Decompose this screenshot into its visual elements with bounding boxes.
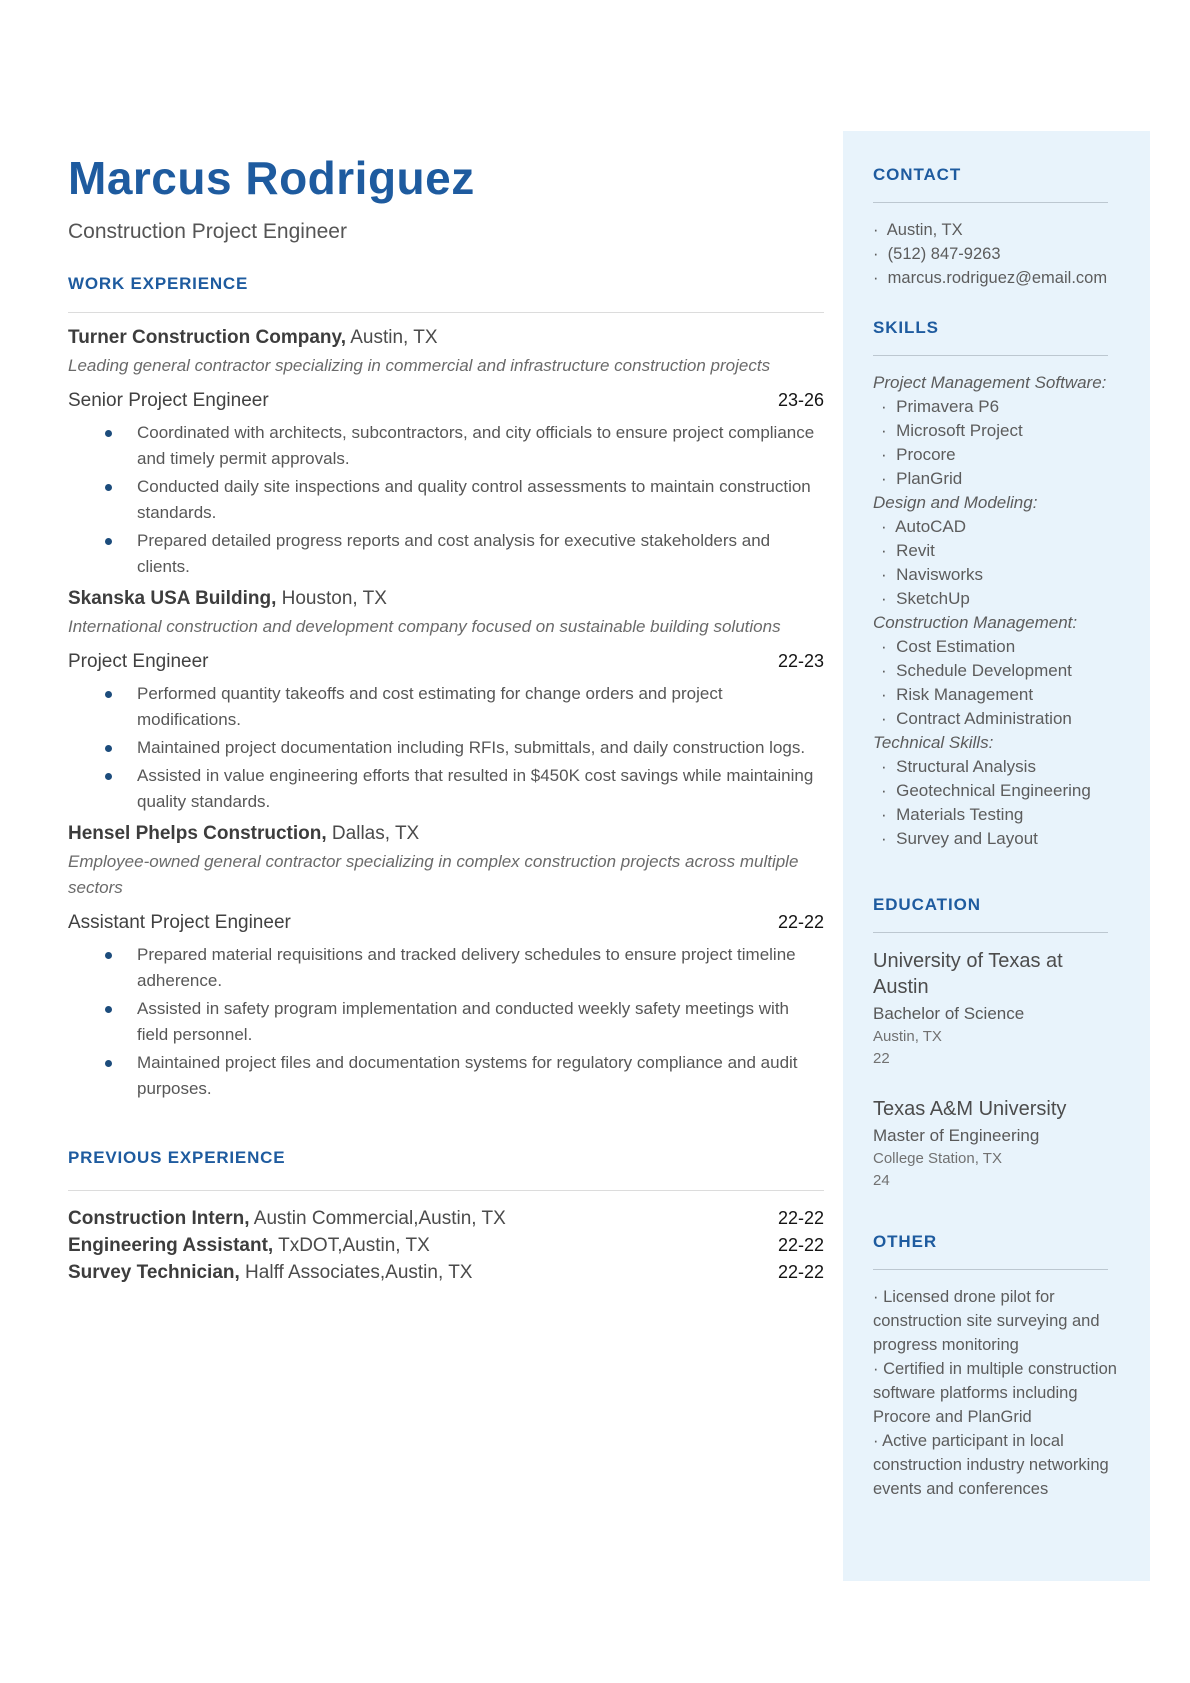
- other-item: · Active participant in local construction industry networking events and conferences: [873, 1429, 1120, 1501]
- skill-item: · Risk Management: [873, 683, 1120, 707]
- bullet-point: Assisted in value engineering efforts that resulted in $450K cost savings while maintaining quality standards.: [68, 763, 824, 815]
- role-dates: 23-26: [777, 390, 824, 410]
- previous-experience-list: [68, 1205, 824, 1286]
- contact-item: · (512) 847-9263: [873, 242, 1120, 266]
- previous-experience-row: [68, 1259, 824, 1286]
- role-block: [68, 387, 824, 580]
- company-name: Turner Construction Company,: [68, 327, 346, 348]
- skill-item: · Geotechnical Engineering: [873, 779, 1120, 803]
- previous-experience-text: [68, 1260, 472, 1286]
- bullet-point: Conducted daily site inspections and quality control assessments to maintain construction standards.: [68, 474, 824, 526]
- previous-role: Survey Technician,: [68, 1262, 240, 1283]
- skill-item: · SketchUp: [873, 587, 1120, 611]
- skill-item: · Procore: [873, 443, 1120, 467]
- school-degree: Master of Engineering: [873, 1126, 1040, 1145]
- skill-item: · Structural Analysis: [873, 755, 1120, 779]
- previous-experience-text: [68, 1206, 506, 1232]
- section-heading-previous-experience: PREVIOUS EXPERIENCE: [68, 1148, 286, 1167]
- skill-group: [873, 491, 1120, 611]
- contact-item: · marcus.rodriguez@email.com: [873, 266, 1120, 290]
- sidebar-divider: [873, 1269, 1108, 1270]
- other-heading: OTHER: [873, 1232, 937, 1251]
- role-dates: 22-22: [777, 912, 824, 932]
- company-location: Houston, TX: [276, 588, 387, 609]
- other-list: [873, 1285, 1120, 1501]
- contact-list: [873, 218, 1120, 290]
- role-list: [68, 387, 824, 580]
- role-row: [68, 909, 824, 936]
- bullet-point: Prepared material requisitions and tracked delivery schedules to ensure project timeline adherence.: [68, 942, 824, 994]
- skill-list: [873, 395, 1120, 491]
- education-section: [873, 895, 1120, 1192]
- skill-item: · Microsoft Project: [873, 419, 1120, 443]
- divider: [68, 1190, 824, 1191]
- skill-list: [873, 755, 1120, 851]
- skill-group: [873, 731, 1120, 851]
- company-block: [68, 325, 824, 580]
- skill-item: · Survey and Layout: [873, 827, 1120, 851]
- company-block: [68, 586, 824, 815]
- bullet-point: Assisted in safety program implementation and conducted weekly safety meetings with field personnel.: [68, 996, 824, 1048]
- previous-experience-text: [68, 1233, 430, 1259]
- skill-group: [873, 611, 1120, 731]
- role-title: Senior Project Engineer: [68, 390, 269, 411]
- divider: [68, 312, 824, 313]
- company-name: Skanska USA Building,: [68, 588, 277, 609]
- skill-item: · Revit: [873, 539, 1120, 563]
- role-row: [68, 648, 824, 675]
- previous-experience-row: [68, 1232, 824, 1259]
- school-block: [873, 1096, 1120, 1192]
- role-block: [68, 648, 824, 815]
- school-location: College Station, TX: [873, 1150, 1002, 1167]
- skills-groups: [873, 371, 1120, 851]
- skill-category: Technical Skills:: [873, 733, 994, 752]
- sidebar-divider: [873, 202, 1108, 203]
- bullet-point: Maintained project documentation including RFIs, submittals, and daily construction logs.: [68, 735, 824, 761]
- company-name: Hensel Phelps Construction,: [68, 823, 327, 844]
- company-line: [68, 325, 824, 351]
- contact-heading: CONTACT: [873, 165, 962, 184]
- bullet-point: Coordinated with architects, subcontractors, and city officials to ensure project compliance and timely permit approvals.: [68, 420, 824, 472]
- main-column: [68, 150, 824, 1286]
- role-block: [68, 909, 824, 1102]
- previous-company-location: Halff Associates,Austin, TX: [239, 1262, 473, 1283]
- bullet-point: Performed quantity takeoffs and cost estimating for change orders and project modifications.: [68, 681, 824, 733]
- skill-item: · Cost Estimation: [873, 635, 1120, 659]
- previous-company-location: TxDOT,Austin, TX: [273, 1235, 430, 1256]
- education-heading: EDUCATION: [873, 895, 981, 914]
- sidebar: [843, 131, 1150, 1581]
- role-row: [68, 387, 824, 414]
- other-item: · Licensed drone pilot for construction site surveying and progress monitoring: [873, 1285, 1120, 1357]
- skill-item: · PlanGrid: [873, 467, 1120, 491]
- school-block: [873, 948, 1120, 1070]
- company-block: [68, 821, 824, 1102]
- previous-role: Engineering Assistant,: [68, 1235, 274, 1256]
- company-line: [68, 586, 824, 612]
- school-list: [873, 948, 1120, 1192]
- previous-dates: 22-22: [777, 1262, 824, 1282]
- role-list: [68, 909, 824, 1102]
- previous-dates: 22-22: [777, 1208, 824, 1228]
- skills-section: [873, 318, 1120, 851]
- company-description: International construction and development company focused on sustainable building solutions: [68, 617, 781, 636]
- work-experience-list: [68, 325, 824, 1102]
- bullet-list: [68, 420, 824, 580]
- company-location: Dallas, TX: [326, 823, 420, 844]
- skill-item: · Primavera P6: [873, 395, 1120, 419]
- previous-experience-row: [68, 1205, 824, 1232]
- company-description: Leading general contractor specializing in commercial and infrastructure construction projects: [68, 356, 771, 375]
- company-location: Austin, TX: [345, 327, 438, 348]
- contact-item: · Austin, TX: [873, 218, 1120, 242]
- skill-category: Design and Modeling:: [873, 493, 1038, 512]
- school-name: Texas A&M University: [873, 1098, 1067, 1120]
- school-degree: Bachelor of Science: [873, 1004, 1025, 1023]
- school-name: University of Texas at Austin: [873, 950, 1063, 998]
- bullet-point: Prepared detailed progress reports and cost analysis for executive stakeholders and clients.: [68, 528, 824, 580]
- skill-item: · Contract Administration: [873, 707, 1120, 731]
- bullet-list: [68, 942, 824, 1102]
- skill-item: · Materials Testing: [873, 803, 1120, 827]
- sidebar-divider: [873, 932, 1108, 933]
- role-dates: 22-23: [777, 651, 824, 671]
- skill-group: [873, 371, 1120, 491]
- skill-item: · AutoCAD: [873, 515, 1120, 539]
- sidebar-divider: [873, 355, 1108, 356]
- company-description: Employee-owned general contractor specializing in complex construction projects across multiple sectors: [68, 852, 799, 897]
- previous-company-location: Austin Commercial,Austin, TX: [249, 1208, 506, 1229]
- person-name: Marcus Rodriguez: [68, 152, 475, 204]
- other-item: · Certified in multiple construction software platforms including Procore and PlanGrid: [873, 1357, 1120, 1429]
- skill-item: · Schedule Development: [873, 659, 1120, 683]
- role-title: Assistant Project Engineer: [68, 912, 291, 933]
- school-year: 22: [873, 1050, 890, 1067]
- previous-role: Construction Intern,: [68, 1208, 250, 1229]
- skill-list: [873, 515, 1120, 611]
- school-year: 24: [873, 1172, 890, 1189]
- previous-dates: 22-22: [777, 1235, 824, 1255]
- company-line: [68, 821, 824, 847]
- skill-list: [873, 635, 1120, 731]
- skill-category: Construction Management:: [873, 613, 1078, 632]
- skill-item: · Navisworks: [873, 563, 1120, 587]
- person-title: Construction Project Engineer: [68, 220, 347, 243]
- school-location: Austin, TX: [873, 1028, 942, 1045]
- role-list: [68, 648, 824, 815]
- bullet-point: Maintained project files and documentation systems for regulatory compliance and audit purposes.: [68, 1050, 824, 1102]
- skill-category: Project Management Software:: [873, 373, 1107, 392]
- contact-section: [873, 165, 1120, 290]
- other-section: [873, 1232, 1120, 1501]
- skills-heading: SKILLS: [873, 318, 939, 337]
- role-title: Project Engineer: [68, 651, 209, 672]
- bullet-list: [68, 681, 824, 815]
- section-heading-work-experience: WORK EXPERIENCE: [68, 274, 249, 293]
